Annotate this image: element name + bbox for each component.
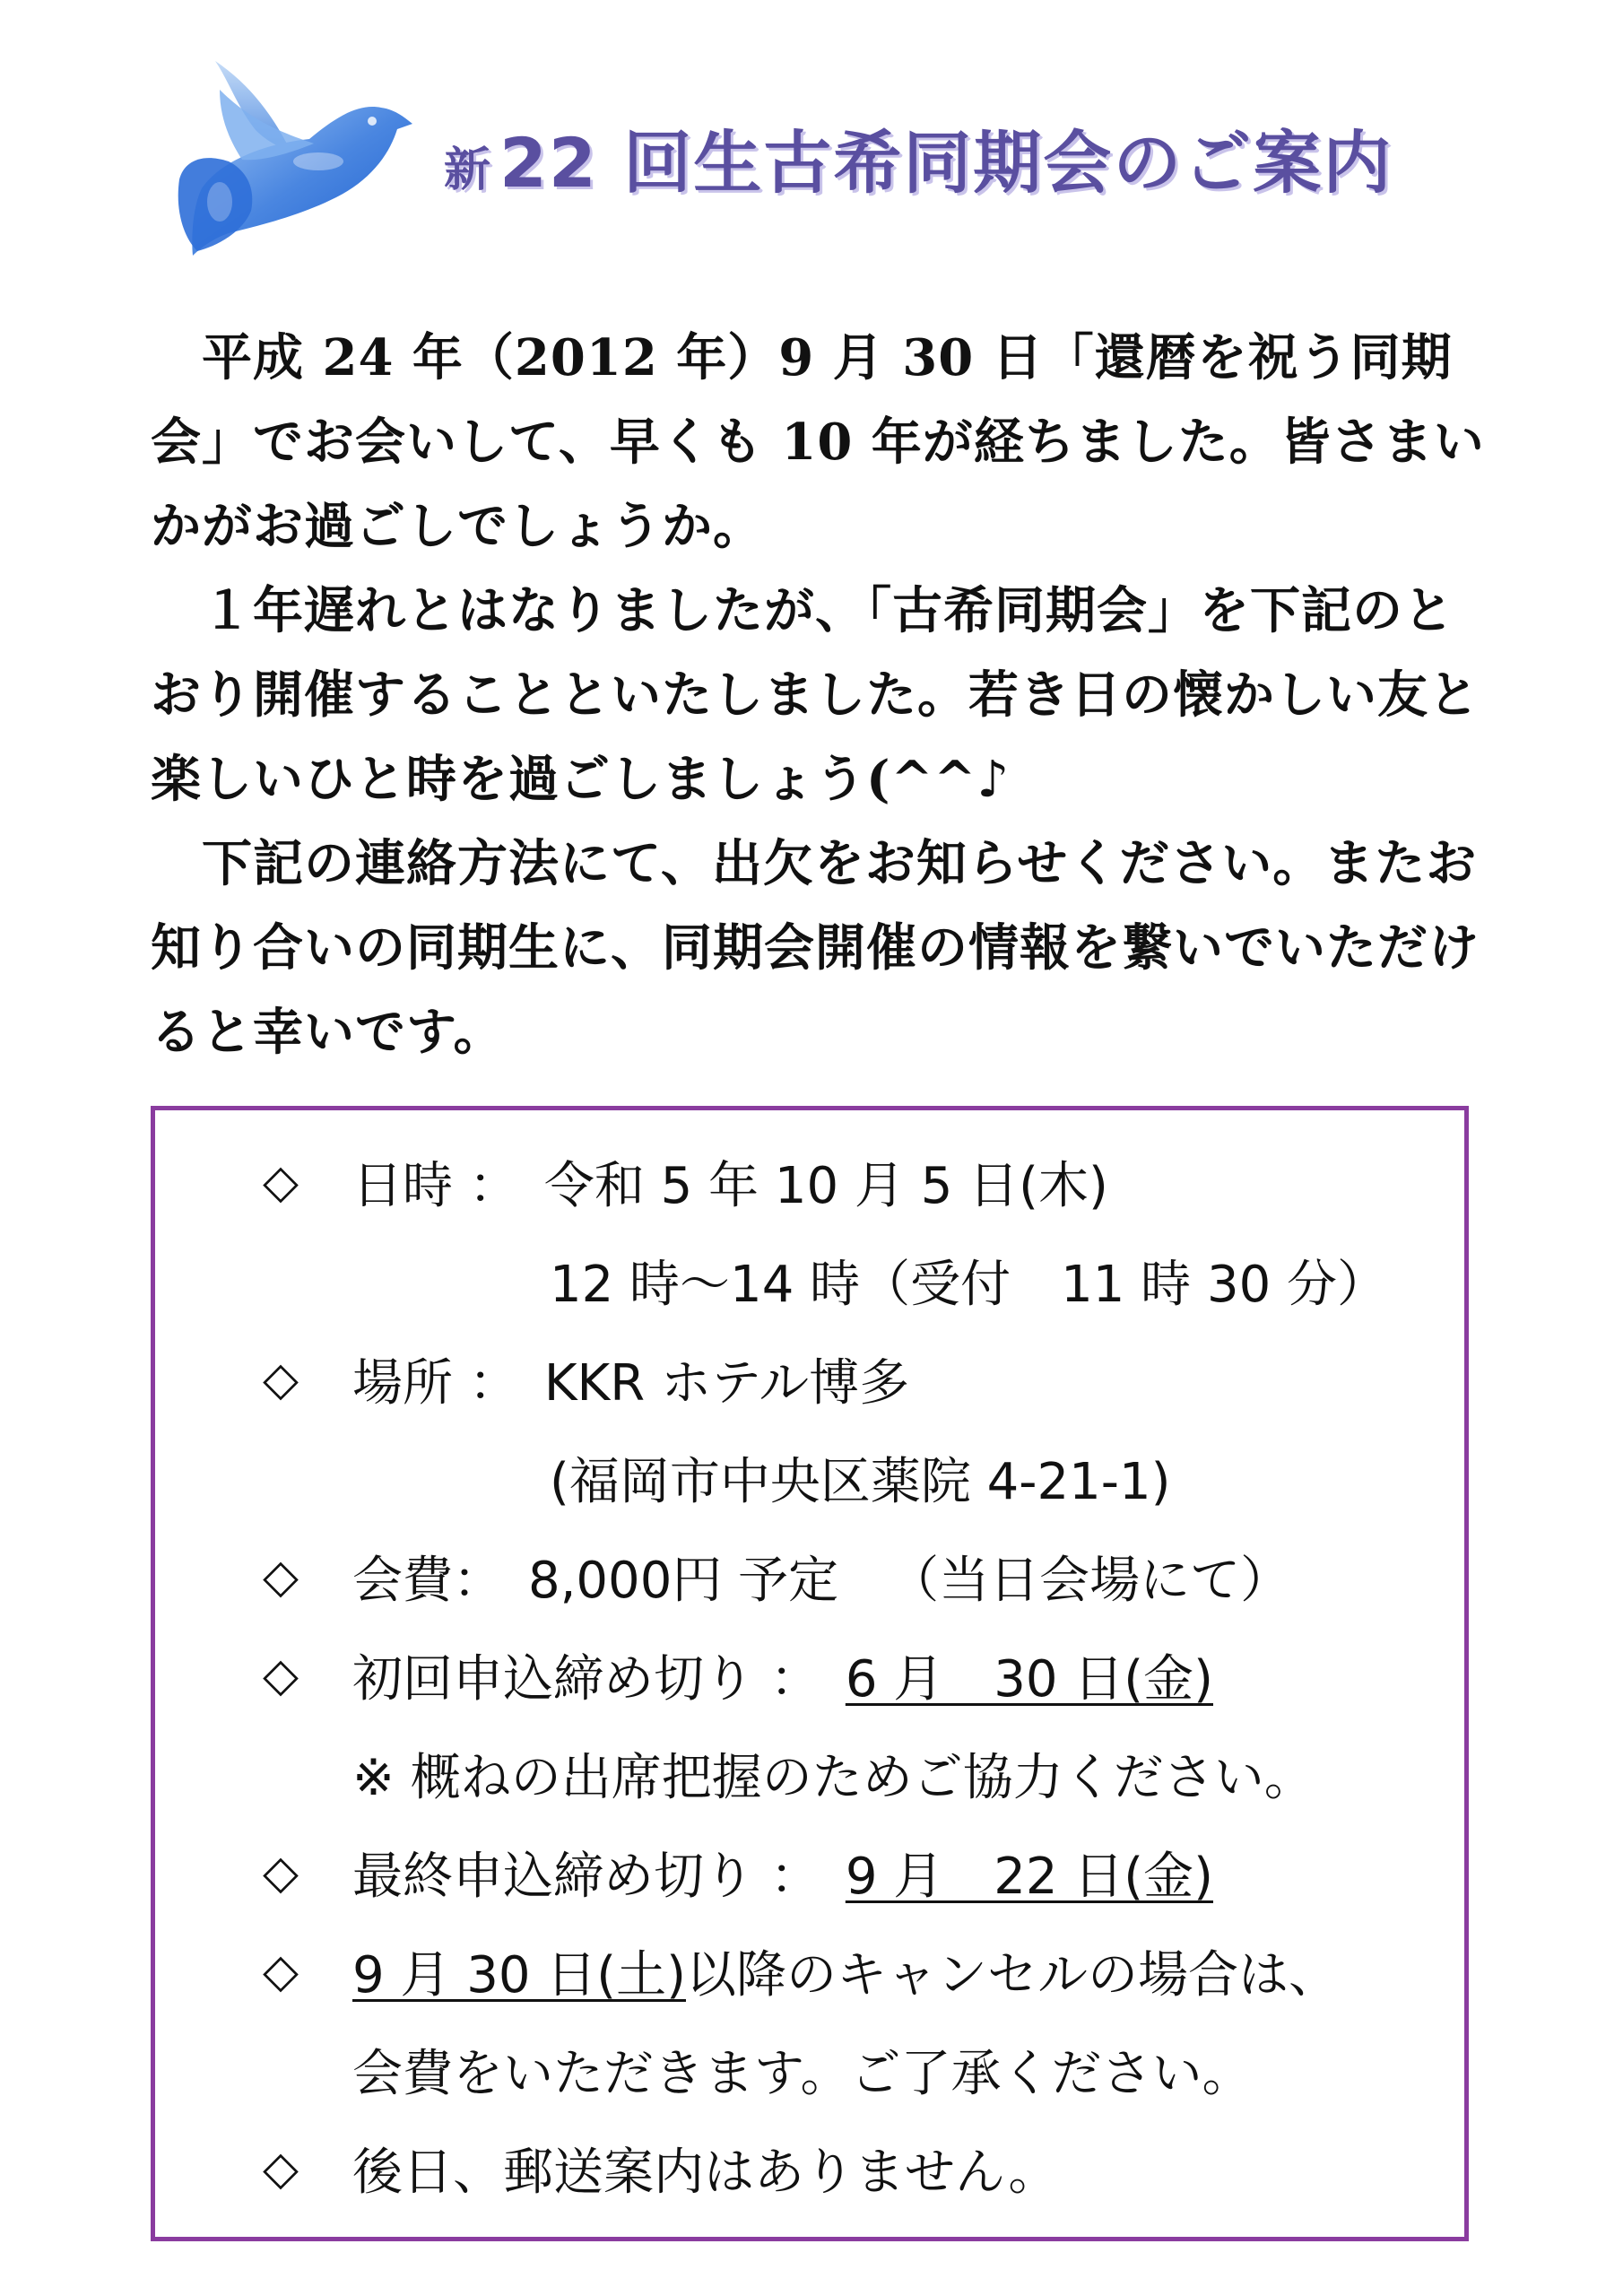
first-deadline-date: 6 月 30 日(金) [845,1650,1213,1709]
title-prefix: 新 [444,144,491,197]
diamond-bullet-icon: ◇ [263,1846,299,1900]
cancel-text-2: 会費をいただきます。ご了承ください。 [352,2045,1253,2103]
final-deadline-date: 9 月 22 日(金) [845,1848,1213,1906]
diamond-bullet-icon: ◇ [263,1550,299,1604]
first-deadline-note-row [155,1729,1464,1819]
dove-illustration-icon [166,54,426,260]
datetime-time-row [155,1236,1464,1326]
event-details-box [151,1106,1469,2241]
place-address-row [155,1433,1464,1523]
page-title [444,99,1393,206]
place-row [155,1335,1464,1424]
diamond-bullet-icon: ◇ [263,2142,299,2196]
datetime-value: 令和 5 年 10 月 5 日(木) [543,1157,1108,1215]
diamond-bullet-icon: ◇ [263,1944,299,1998]
final-deadline-row [155,1828,1464,1918]
cancel-row [155,1926,1464,2016]
fee-value: 8,000円 予定 [528,1552,839,1610]
place-label: 場所 ： [352,1354,519,1413]
mail-note: 後日、郵送案内はありません。 [352,2144,1059,2202]
intro-paragraph-1: 平成 24 年（2012 年）9 月 30 日「還暦を祝う同期会」でお会いして、早くも 10 年が経ちました。皆さまいかがお過ごしでしょうか。 [151,328,1485,556]
mail-note-row [155,2124,1464,2213]
diamond-bullet-icon: ◇ [263,1352,299,1406]
intro-paragraph-2: １年遅れとはなりましたが、「古希同期会」を下記のとおり開催することといたしました。若き日の懐かしい友と楽しいひと時を過ごしましょう(^^♪ [151,581,1480,809]
first-deadline-note: ※ 概ねの出席把握のためご協力ください。 [352,1749,1315,1807]
datetime-row [155,1137,1464,1227]
first-deadline-row [155,1631,1464,1720]
final-deadline-label: 最終申込締め切り ： [352,1848,820,1906]
place-address: (福岡市中央区薬院 4-21-1) [550,1453,1171,1511]
fee-label: 会費： [352,1552,503,1610]
datetime-time: 12 時～14 時（受付 11 時 30 分） [550,1256,1388,1314]
datetime-label: 日時 ： [352,1157,519,1215]
cancel-date: 9 月 30 日(土) [352,1946,686,2005]
first-deadline-label: 初回申込締め切り ： [352,1650,820,1709]
fee-row [155,1532,1464,1622]
intro-text [151,316,1496,1074]
title-main: 22 回生古希同期会のご案内 [499,123,1393,203]
diamond-bullet-icon: ◇ [263,1155,299,1209]
fee-note: （当日会場にて） [889,1552,1291,1610]
place-value: KKR ホテル博多 [543,1354,910,1413]
cancel-text: 以降のキャンセルの場合は、 [685,1946,1339,2005]
cancel-text-row [155,2025,1464,2115]
diamond-bullet-icon: ◇ [263,1648,299,1702]
intro-paragraph-3: 下記の連絡方法にて、出欠をお知らせください。またお知り合いの同期生に、同期会開催の情報を繋いでいただけると幸いです。 [151,834,1480,1062]
